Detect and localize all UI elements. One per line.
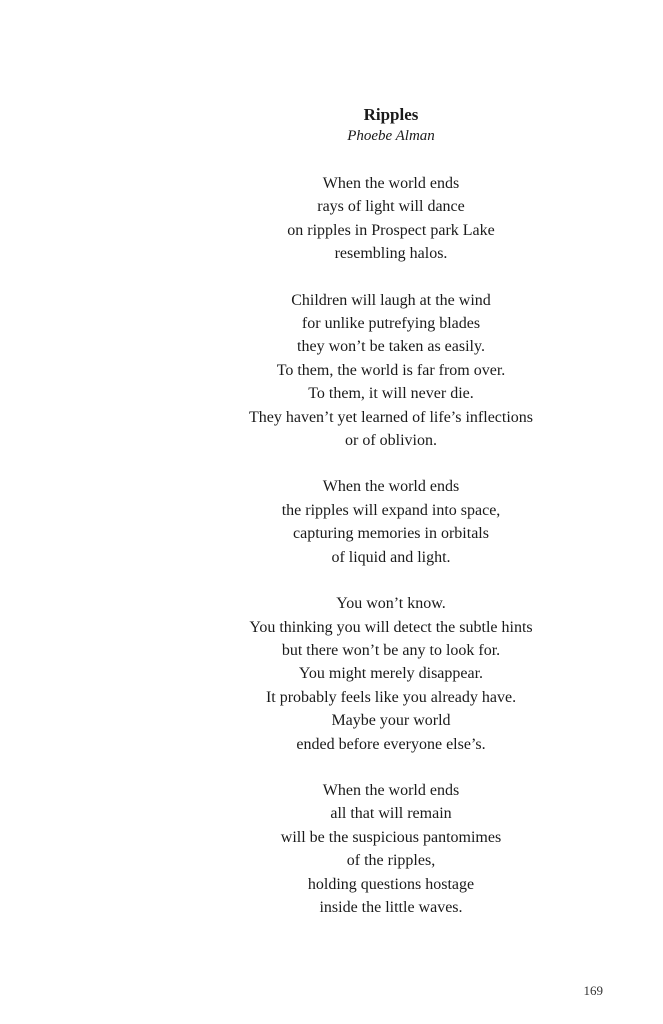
poem-line: You thinking you will detect the subtle hints [249, 618, 533, 636]
poem-line: holding questions hostage [307, 875, 475, 893]
poem-line: You won’t know. [336, 595, 446, 613]
poem-author: Phoebe Alman [347, 128, 435, 144]
stanza [0, 779, 663, 919]
poem-body [0, 172, 663, 919]
poem-line: inside the little waves. [319, 898, 463, 916]
poem-line: To them, it will never die. [308, 385, 474, 403]
poem-line: all that will remain [330, 805, 452, 823]
poem-line: When the world ends [322, 175, 460, 192]
poem-line: of liquid and light. [331, 548, 451, 566]
poem-line: Maybe your world [331, 712, 451, 730]
stanza [0, 172, 663, 266]
poem-line: rays of light will dance [317, 198, 465, 216]
poem-line: It probably feels like you already have. [265, 688, 517, 706]
page-number: 169 [583, 983, 603, 998]
poem-line: They haven’t yet learned of life’s inflections [248, 408, 534, 426]
poem-line: they won’t be taken as easily. [297, 338, 485, 356]
poem-line: resembling halos. [334, 245, 448, 263]
poem-line: capturing memories in orbitals [293, 525, 489, 543]
poem-line: for unlike putrefying blades [301, 315, 481, 333]
poem-line: but there won’t be any to look for. [281, 641, 501, 659]
poem-line: When the world ends [322, 781, 460, 799]
poem-line: or of oblivion. [345, 432, 437, 450]
poem-line: of the ripples, [346, 852, 436, 870]
poem-line: Children will laugh at the wind [291, 291, 491, 309]
poem-line: When the world ends [322, 478, 460, 496]
poem-line: ended before everyone else’s. [296, 735, 486, 753]
poem-line: You might merely disappear. [298, 665, 484, 683]
poem-line: will be the suspicious pantomimes [280, 828, 502, 846]
poem-line: the ripples will expand into space, [281, 501, 501, 519]
stanza [0, 592, 663, 756]
poem-line: on ripples in Prospect park Lake [287, 221, 495, 239]
poem [0, 104, 663, 942]
poem-line: To them, the world is far from over. [276, 361, 506, 379]
stanza [0, 475, 663, 569]
poem-title: Ripples [363, 105, 419, 124]
stanza [0, 289, 663, 453]
